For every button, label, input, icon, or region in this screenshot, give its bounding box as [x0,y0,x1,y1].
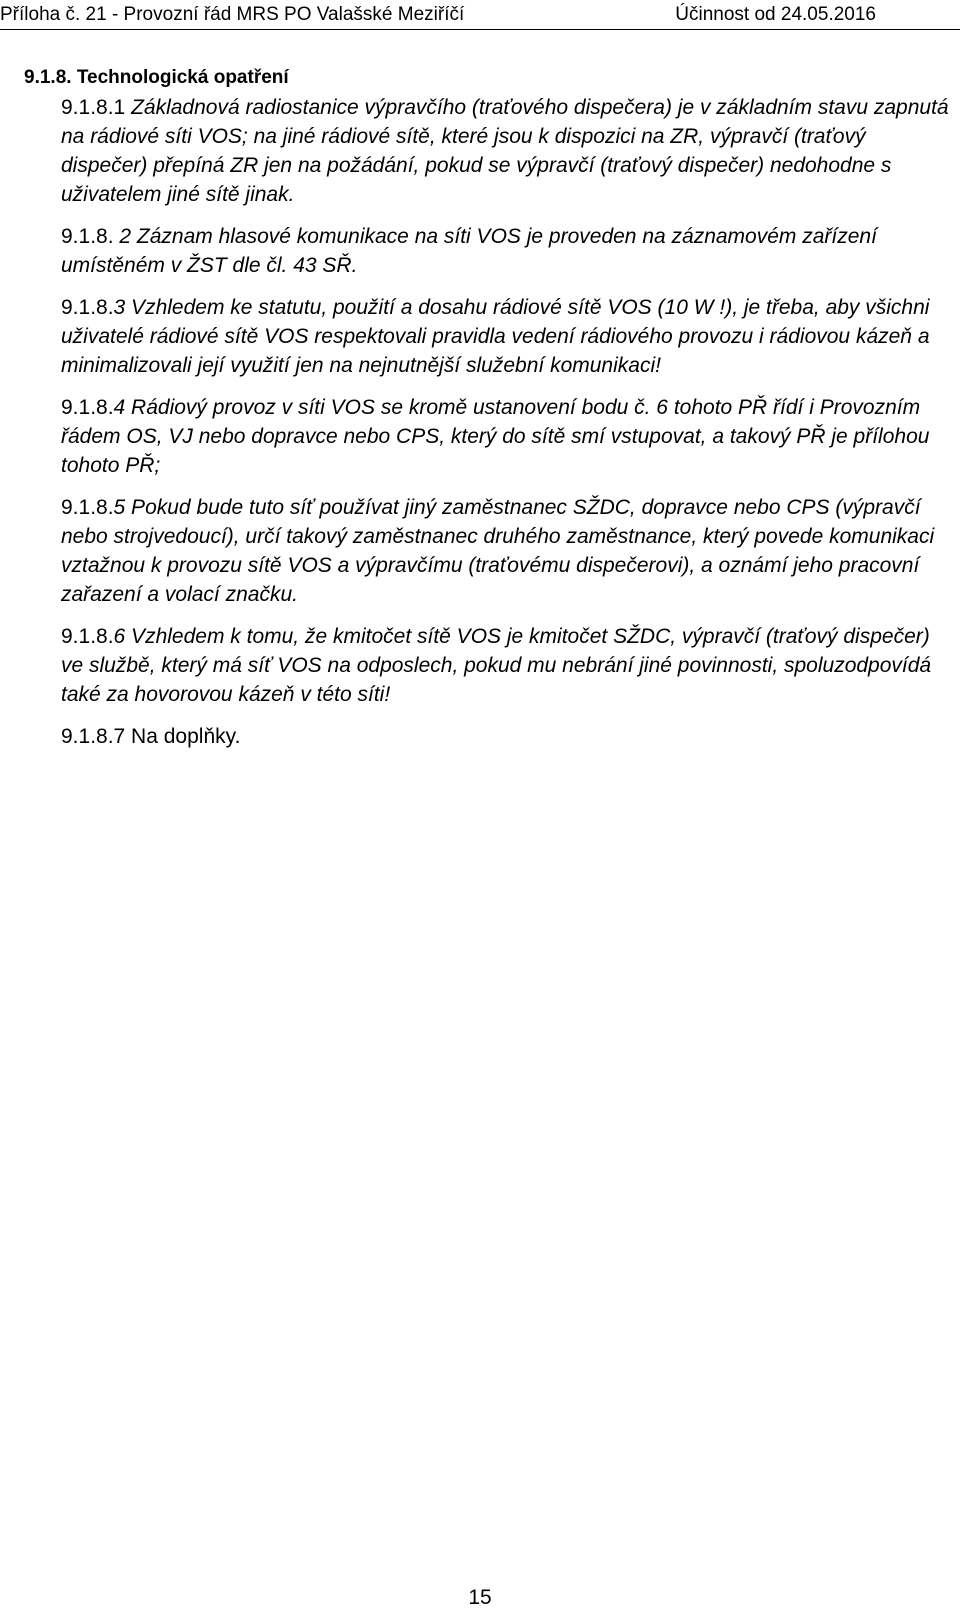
paragraph-text: Základnová radiostanice výpravčího (traťového dispečera) je v základním stavu zapnutá na rádiové síti VOS; na jiné rádiové sítě, které jsou k dispozici na ZR, výpravčí (traťový dispečer) přepíná ZR jen na požádání, pokud se výpravčí (traťový dispečer) nedohodne s uživatelem jiné sítě jinak. [61,96,949,206]
paragraph-9-1-8-1 [61,93,951,209]
paragraph-text: 6 Vzhledem k tomu, že kmitočet sítě VOS je kmitočet SŽDC, výpravčí (traťový dispečer) ve službě, který má síť VOS na odposlech, pokud mu nebrání jiné povinnosti, spoluzodpovídá také za hovorovou kázeň v této síti! [61,625,932,706]
paragraph-number: 9.1.8. [61,396,114,419]
paragraph-9-1-8-2 [61,222,951,280]
paragraph-9-1-8-3 [61,293,951,380]
page-number-value: 15 [468,1586,492,1609]
section-title: 9.1.8. Technologická opatření [24,67,289,88]
paragraph-text: 4 Rádiový provoz v síti VOS se kromě ustanovení bodu č. 6 tohoto PŘ řídí i Provozním řádem OS, VJ nebo dopravce nebo CPS, který do sítě smí vstupovat, a takový PŘ je přílohou tohoto PŘ; [61,396,930,477]
paragraph-number: 9.1.8. [61,725,114,748]
header-document-title: Příloha č. 21 - Provozní řád MRS PO Valašské Meziříčí [0,4,465,25]
page-header [0,4,960,30]
paragraph-number: 9.1.8. [61,296,114,319]
paragraph-9-1-8-6 [61,622,951,709]
paragraph-9-1-8-4 [61,393,951,480]
paragraph-text: 2 Záznam hlasové komunikace na síti VOS je proveden na záznamovém zařízení umístěném v ŽST dle čl. 43 SŘ. [61,225,877,277]
paragraph-number: 9.1.8. [61,625,114,648]
header-effective-date: Účinnost od 24.05.2016 [675,4,876,25]
paragraph-text: 7 Na doplňky. [113,725,241,748]
paragraph-number: 9.1.8. [61,496,114,519]
page-number [0,1586,960,1610]
paragraph-number: 9.1.8.1 [61,96,126,119]
paragraph-text: 5 Pokud bude tuto síť používat jiný zaměstnanec SŽDC, dopravce nebo CPS (výpravčí nebo strojvedoucí), určí takový zaměstnanec druhého zaměstnance, který povede komunikaci vztažnou k provozu sítě VOS a výpravčímu (traťovému dispečerovi), a oznámí jeho pracovní zařazení a volací značku. [61,496,935,606]
paragraph-9-1-8-5 [61,493,951,609]
paragraph-number: 9.1.8. [61,225,114,248]
paragraph-text: 3 Vzhledem ke statutu, použití a dosahu rádiové sítě VOS (10 W !), je třeba, aby všichni uživatelé rádiové sítě VOS respektovali pravidla vedení rádiového provozu i rádiovou kázeň a minimalizovali její využití jen na nejnutnější služební komunikaci! [61,296,930,377]
document-body [61,93,951,764]
paragraph-9-1-8-7 [61,722,951,751]
